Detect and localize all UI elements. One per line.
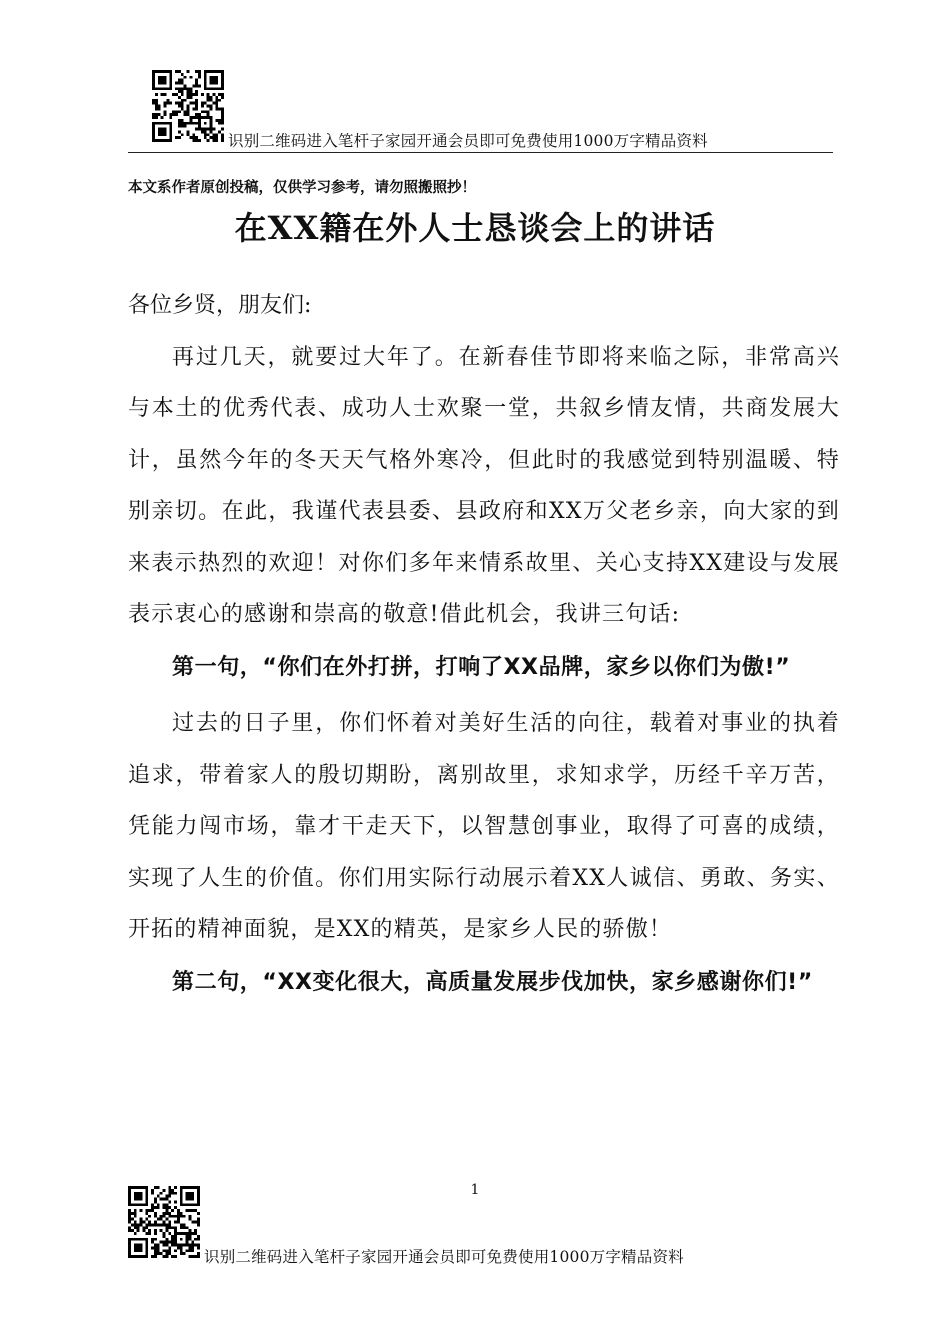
section-heading-2: 第二句，“XX变化很大，高质量发展步伐加快，家乡感谢你们!” <box>172 969 813 995</box>
document-title: 在XX籍在外人士恳谈会上的讲话 <box>234 209 716 247</box>
greeting: 各位乡贤，朋友们: <box>128 293 312 318</box>
section-heading-1: 第一句，“你们在外打拼，打响了XX品牌，家乡以你们为傲!” <box>172 654 791 680</box>
paragraph-intro: 再过几天，就要过大年了。在新春佳节即将来临之际，非常高兴与本土的优秀代表、成功人士欢聚一堂，共叙乡情友情，共商发展大计，虽然今年的冬天天气格外寒冷，但此时的我感觉到特别温暖、特别亲切。在此，我谨代表县委、县政府和XX万父老乡亲，向大家的到来表示热烈的欢迎！对你们多年来情系故里、关心支持XX建设与发展表示衷心的感谢和崇高的敬意!借此机会，我讲三句话: <box>128 344 840 627</box>
header-promo-text: 识别二维码进入笔杆子家园开通会员即可免费使用1000万字精品资料 <box>228 132 708 150</box>
footer-promo-text: 识别二维码进入笔杆子家园开通会员即可免费使用1000万字精品资料 <box>204 1248 684 1266</box>
copyright-notice: 本文系作者原创投稿，仅供学习参考，请勿照搬照抄！ <box>128 179 476 196</box>
header-qr-code <box>152 70 224 142</box>
footer-qr-code <box>128 1186 200 1258</box>
page-number: 1 <box>470 1182 480 1198</box>
paragraph-1: 过去的日子里，你们怀着对美好生活的向往，载着对事业的执着追求，带着家人的殷切期盼，离别故里，求知求学，历经千辛万苦，凭能力闯市场，靠才干走天下，以智慧创事业，取得了可喜的成绩，实现了人生的价值。你们用实际行动展示着XX人诚信、勇敢、务实、开拓的精神面貌，是XX的精英，是家乡人民的骄傲！ <box>128 711 840 942</box>
header-divider <box>128 152 833 153</box>
document-body <box>128 280 840 1013</box>
